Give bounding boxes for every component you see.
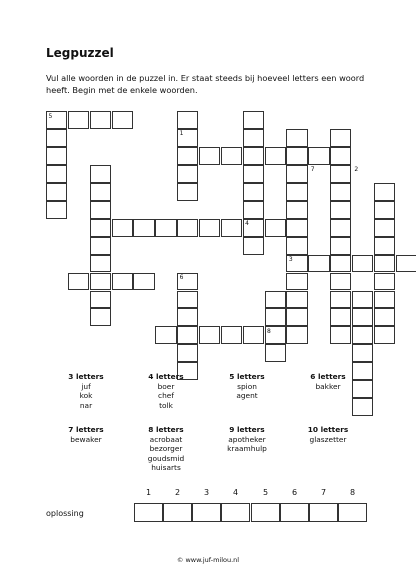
word-item: glaszetter bbox=[309, 434, 347, 444]
grid-cell[interactable] bbox=[330, 291, 351, 309]
word-group-heading: 10 letters bbox=[307, 425, 349, 434]
word-item: agent bbox=[236, 391, 258, 401]
grid-cell[interactable] bbox=[374, 273, 395, 291]
word-item: goudsmid bbox=[147, 453, 185, 463]
grid-cell[interactable] bbox=[243, 183, 264, 201]
grid-cell[interactable] bbox=[352, 291, 373, 309]
grid-cell[interactable] bbox=[286, 201, 307, 219]
grid-cell[interactable] bbox=[308, 147, 329, 165]
word-item: apotheker bbox=[228, 434, 266, 444]
grid-cell[interactable] bbox=[330, 129, 351, 147]
solution-cell[interactable] bbox=[309, 503, 338, 522]
word-group-6-letters bbox=[293, 372, 363, 391]
grid-cell[interactable] bbox=[177, 308, 198, 326]
word-group-heading: 3 letters bbox=[68, 372, 104, 381]
grid-cell[interactable] bbox=[221, 147, 242, 165]
instructions-text: Vul alle woorden in de puzzel in. Er staat steeds bij hoeveel letters een woord heeft. Begin met de enkele woorden. bbox=[46, 73, 365, 95]
grid-cell[interactable] bbox=[265, 344, 286, 362]
solution-number: 4 bbox=[232, 488, 239, 497]
word-item: bakker bbox=[315, 381, 341, 391]
grid-cell[interactable] bbox=[352, 344, 373, 362]
grid-cell[interactable] bbox=[199, 326, 220, 344]
grid-cell[interactable] bbox=[265, 147, 286, 165]
grid-cell[interactable] bbox=[177, 219, 198, 237]
grid-cell[interactable] bbox=[330, 326, 351, 344]
word-group-heading: 7 letters bbox=[68, 425, 104, 434]
grid-cell[interactable] bbox=[352, 308, 373, 326]
clue-number: 4 bbox=[245, 220, 249, 228]
grid-cell[interactable] bbox=[46, 165, 67, 183]
word-group-3-letters bbox=[51, 372, 121, 410]
grid-cell[interactable] bbox=[286, 273, 307, 291]
grid-cell[interactable] bbox=[286, 326, 307, 344]
grid-cell[interactable] bbox=[221, 326, 242, 344]
word-group-10-letters bbox=[293, 425, 363, 444]
grid-cell[interactable] bbox=[112, 273, 133, 291]
grid-cell[interactable] bbox=[352, 326, 373, 344]
grid-cell[interactable] bbox=[286, 291, 307, 309]
grid-cell[interactable] bbox=[199, 219, 220, 237]
grid-cell[interactable] bbox=[90, 255, 111, 273]
grid-cell[interactable] bbox=[177, 165, 198, 183]
solution-cell[interactable] bbox=[280, 503, 309, 522]
grid-cell[interactable] bbox=[265, 308, 286, 326]
solution-cell[interactable] bbox=[338, 503, 367, 522]
grid-cell[interactable] bbox=[286, 147, 307, 165]
word-item: bewaker bbox=[70, 434, 102, 444]
word-item: chef bbox=[158, 391, 174, 401]
grid-cell[interactable] bbox=[374, 326, 395, 344]
solution-number: 2 bbox=[174, 488, 181, 497]
grid-cell[interactable] bbox=[374, 255, 395, 273]
grid-cell[interactable] bbox=[286, 129, 307, 147]
grid-cell[interactable] bbox=[243, 237, 264, 255]
word-item: spion bbox=[237, 381, 257, 391]
word-item: juf bbox=[81, 381, 91, 391]
word-group-heading: 9 letters bbox=[229, 425, 265, 434]
grid-cell[interactable] bbox=[286, 165, 307, 183]
grid-cell[interactable] bbox=[177, 326, 198, 344]
grid-cell[interactable] bbox=[243, 326, 264, 344]
grid-cell[interactable] bbox=[177, 344, 198, 362]
grid-cell[interactable] bbox=[330, 237, 351, 255]
word-item: nar bbox=[79, 400, 93, 410]
grid-cell[interactable] bbox=[374, 291, 395, 309]
grid-cell[interactable] bbox=[90, 165, 111, 183]
word-group-7-letters bbox=[51, 425, 121, 444]
solution-cell[interactable] bbox=[192, 503, 221, 522]
word-group-5-letters bbox=[212, 372, 282, 401]
grid-cell[interactable] bbox=[133, 273, 154, 291]
grid-cell[interactable] bbox=[286, 237, 307, 255]
grid-cell[interactable] bbox=[265, 219, 286, 237]
grid-cell[interactable] bbox=[90, 273, 111, 291]
solution-number: 6 bbox=[291, 488, 298, 497]
grid-cell[interactable] bbox=[374, 183, 395, 201]
grid-cell[interactable] bbox=[330, 201, 351, 219]
grid-cell[interactable] bbox=[352, 398, 373, 416]
solution-number: 5 bbox=[262, 488, 269, 497]
grid-cell[interactable] bbox=[374, 219, 395, 237]
solution-cell[interactable] bbox=[163, 503, 192, 522]
word-group-heading: 8 letters bbox=[148, 425, 184, 434]
word-item: kok bbox=[79, 391, 93, 401]
grid-cell[interactable] bbox=[374, 237, 395, 255]
grid-cell[interactable] bbox=[265, 291, 286, 309]
solution-number: 8 bbox=[349, 488, 356, 497]
grid-cell[interactable] bbox=[243, 165, 264, 183]
grid-cell[interactable] bbox=[177, 291, 198, 309]
solution-cell[interactable] bbox=[251, 503, 280, 522]
grid-cell[interactable] bbox=[243, 111, 264, 129]
grid-cell[interactable] bbox=[68, 111, 89, 129]
word-group-heading: 4 letters bbox=[148, 372, 184, 381]
grid-cell[interactable] bbox=[90, 219, 111, 237]
clue-number: 6 bbox=[179, 274, 184, 282]
word-item: acrobaat bbox=[149, 434, 183, 444]
grid-cell[interactable] bbox=[243, 129, 264, 147]
clue-number: 5 bbox=[48, 112, 53, 120]
solution-number: 3 bbox=[203, 488, 210, 497]
grid-cell[interactable] bbox=[90, 183, 111, 201]
clue-number: 8 bbox=[267, 327, 271, 335]
grid-cell[interactable] bbox=[330, 183, 351, 201]
grid-cell[interactable] bbox=[221, 219, 242, 237]
word-group-heading: 5 letters bbox=[229, 372, 265, 381]
grid-cell[interactable] bbox=[177, 111, 198, 129]
grid-cell[interactable] bbox=[112, 219, 133, 237]
grid-cell[interactable] bbox=[330, 308, 351, 326]
word-group-4-letters bbox=[131, 372, 201, 410]
grid-cell[interactable] bbox=[396, 255, 416, 273]
grid-cell[interactable] bbox=[155, 326, 176, 344]
grid-cell[interactable] bbox=[177, 183, 198, 201]
grid-cell[interactable] bbox=[374, 308, 395, 326]
word-item: bezorger bbox=[149, 444, 183, 454]
grid-cell[interactable] bbox=[112, 111, 133, 129]
grid-cell[interactable] bbox=[199, 147, 220, 165]
grid-cell[interactable] bbox=[133, 219, 154, 237]
grid-cell[interactable] bbox=[330, 273, 351, 291]
grid-cell[interactable] bbox=[90, 308, 111, 326]
word-group-9-letters bbox=[212, 425, 282, 454]
grid-cell[interactable] bbox=[46, 147, 67, 165]
grid-cell[interactable] bbox=[374, 201, 395, 219]
grid-cell[interactable] bbox=[90, 237, 111, 255]
solution-number: 7 bbox=[320, 488, 327, 497]
word-group-heading: 6 letters bbox=[310, 372, 346, 381]
grid-cell[interactable] bbox=[90, 111, 111, 129]
solution-cell[interactable] bbox=[221, 503, 250, 522]
solution-label: oplossing bbox=[46, 509, 84, 518]
grid-cell[interactable] bbox=[286, 308, 307, 326]
grid-cell[interactable] bbox=[46, 129, 67, 147]
grid-cell[interactable] bbox=[330, 147, 351, 165]
grid-cell[interactable] bbox=[46, 183, 67, 201]
grid-cell[interactable] bbox=[243, 201, 264, 219]
solution-cell[interactable] bbox=[134, 503, 163, 522]
grid-cell[interactable] bbox=[68, 273, 89, 291]
clue-number: 1 bbox=[179, 130, 184, 138]
grid-cell[interactable] bbox=[90, 291, 111, 309]
clue-number: 3 bbox=[288, 256, 293, 264]
grid-cell[interactable] bbox=[46, 201, 67, 219]
grid-cell[interactable] bbox=[308, 255, 329, 273]
grid-cell[interactable] bbox=[330, 219, 351, 237]
page-title: Legpuzzel bbox=[46, 46, 114, 60]
clue-number: 2 bbox=[354, 166, 359, 174]
word-item: kraamhulp bbox=[227, 444, 267, 454]
grid-cell[interactable] bbox=[155, 219, 176, 237]
grid-cell[interactable] bbox=[90, 201, 111, 219]
grid-cell[interactable] bbox=[286, 219, 307, 237]
grid-cell[interactable] bbox=[330, 165, 351, 183]
word-item: huisarts bbox=[151, 463, 181, 473]
grid-cell[interactable] bbox=[177, 147, 198, 165]
solution-number: 1 bbox=[145, 488, 152, 497]
footer-credit: © www.juf-milou.nl bbox=[176, 556, 240, 564]
grid-cell[interactable] bbox=[286, 183, 307, 201]
grid-cell[interactable] bbox=[243, 147, 264, 165]
clue-number: 7 bbox=[310, 166, 315, 174]
grid-cell[interactable] bbox=[330, 255, 351, 273]
word-group-8-letters bbox=[131, 425, 201, 473]
word-item: boer bbox=[157, 381, 175, 391]
grid-cell[interactable] bbox=[352, 255, 373, 273]
word-item: tolk bbox=[159, 400, 173, 410]
